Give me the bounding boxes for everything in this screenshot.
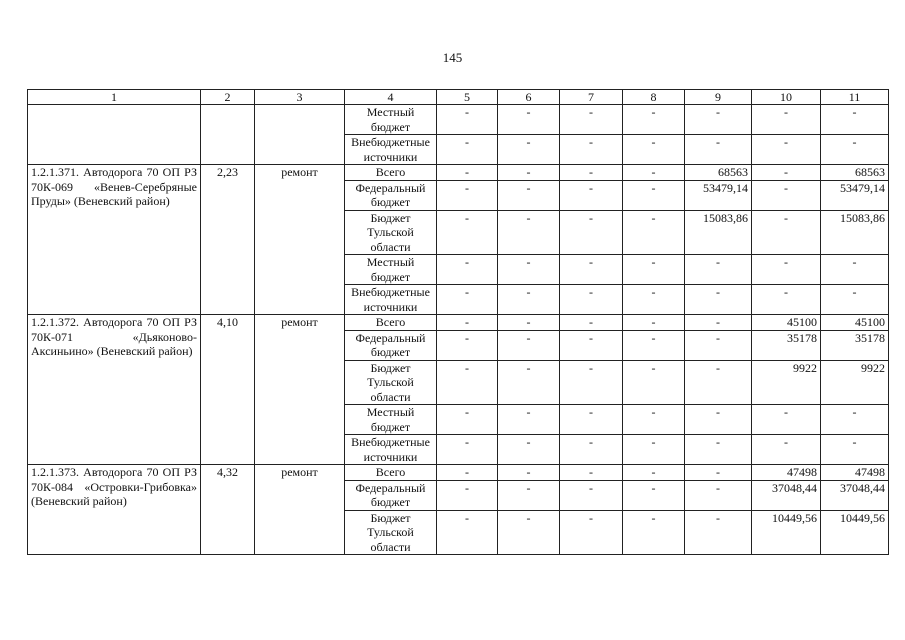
value-cell: -	[498, 105, 560, 135]
value-cell: 68563	[821, 165, 889, 181]
value-cell: 68563	[685, 165, 752, 181]
funding-source: Внебюджетные источники	[345, 135, 437, 165]
value-cell: -	[685, 405, 752, 435]
value-cell: -	[623, 480, 685, 510]
value-cell: -	[685, 135, 752, 165]
value-cell: -	[498, 180, 560, 210]
value-cell: -	[437, 360, 498, 405]
value-cell: -	[685, 465, 752, 481]
funding-source: Всего	[345, 165, 437, 181]
value-cell: -	[437, 180, 498, 210]
road-length: 2,23	[201, 165, 255, 315]
value-cell: -	[623, 210, 685, 255]
value-cell: -	[560, 465, 623, 481]
value-cell: 45100	[752, 315, 821, 331]
value-cell: 53479,14	[821, 180, 889, 210]
value-cell: 15083,86	[821, 210, 889, 255]
value-cell: -	[437, 210, 498, 255]
value-cell: -	[821, 405, 889, 435]
funding-source: Всего	[345, 465, 437, 481]
value-cell: -	[623, 330, 685, 360]
value-cell: -	[560, 135, 623, 165]
column-header-7: 7	[560, 90, 623, 105]
value-cell: -	[498, 510, 560, 555]
value-cell: -	[560, 510, 623, 555]
value-cell: -	[623, 285, 685, 315]
column-header-4: 4	[345, 90, 437, 105]
value-cell: -	[437, 105, 498, 135]
column-header-1: 1	[28, 90, 201, 105]
value-cell: -	[560, 405, 623, 435]
value-cell: -	[560, 315, 623, 331]
work-type: ремонт	[255, 165, 345, 315]
work-type: ремонт	[255, 465, 345, 555]
value-cell: -	[560, 330, 623, 360]
value-cell: -	[437, 480, 498, 510]
value-cell: -	[623, 315, 685, 331]
value-cell: -	[437, 510, 498, 555]
value-cell: -	[437, 465, 498, 481]
value-cell: -	[685, 330, 752, 360]
road-length: 4,32	[201, 465, 255, 555]
value-cell: -	[560, 255, 623, 285]
value-cell: -	[623, 135, 685, 165]
object-name: 1.2.1.373. Автодорога 70 ОП РЗ 70К-084 «Островки-Грибовка» (Веневский район)	[28, 465, 201, 555]
value-cell: -	[498, 330, 560, 360]
value-cell: -	[560, 285, 623, 315]
value-cell: -	[685, 255, 752, 285]
funding-source: Федеральный бюджет	[345, 330, 437, 360]
object-name: 1.2.1.372. Автодорога 70 ОП РЗ 70К-071 «Дьяконово-Аксиньино» (Веневский район)	[28, 315, 201, 465]
value-cell: -	[498, 255, 560, 285]
value-cell: -	[685, 480, 752, 510]
work-type	[255, 105, 345, 165]
value-cell: -	[821, 105, 889, 135]
table-row	[28, 105, 889, 135]
value-cell: -	[752, 210, 821, 255]
funding-source: Внебюджетные источники	[345, 435, 437, 465]
value-cell: -	[560, 480, 623, 510]
value-cell: -	[685, 510, 752, 555]
value-cell: -	[498, 285, 560, 315]
value-cell: -	[685, 360, 752, 405]
funding-source: Местный бюджет	[345, 255, 437, 285]
value-cell: -	[560, 210, 623, 255]
value-cell: -	[752, 105, 821, 135]
value-cell: -	[623, 180, 685, 210]
column-header-10: 10	[752, 90, 821, 105]
funding-source: Бюджет Тульской области	[345, 510, 437, 555]
road-length: 4,10	[201, 315, 255, 465]
value-cell: 10449,56	[821, 510, 889, 555]
value-cell: -	[685, 105, 752, 135]
value-cell: -	[623, 360, 685, 405]
value-cell: -	[623, 465, 685, 481]
value-cell: -	[623, 405, 685, 435]
value-cell: 47498	[752, 465, 821, 481]
value-cell: -	[752, 435, 821, 465]
value-cell: -	[623, 510, 685, 555]
value-cell: -	[685, 285, 752, 315]
value-cell: -	[437, 315, 498, 331]
value-cell: -	[821, 285, 889, 315]
value-cell: -	[437, 135, 498, 165]
table-row	[28, 465, 889, 481]
value-cell: 35178	[752, 330, 821, 360]
value-cell: -	[498, 210, 560, 255]
column-header-6: 6	[498, 90, 560, 105]
value-cell: 10449,56	[752, 510, 821, 555]
value-cell: -	[437, 255, 498, 285]
funding-source: Местный бюджет	[345, 405, 437, 435]
funding-source: Бюджет Тульской области	[345, 360, 437, 405]
value-cell: -	[821, 435, 889, 465]
value-cell: -	[498, 465, 560, 481]
column-header-3: 3	[255, 90, 345, 105]
value-cell: -	[752, 180, 821, 210]
column-header-11: 11	[821, 90, 889, 105]
value-cell: -	[437, 330, 498, 360]
value-cell: -	[623, 255, 685, 285]
value-cell: 9922	[821, 360, 889, 405]
funding-source: Местный бюджет	[345, 105, 437, 135]
value-cell: 53479,14	[685, 180, 752, 210]
road-length	[201, 105, 255, 165]
value-cell: -	[821, 135, 889, 165]
table-row	[28, 315, 889, 331]
value-cell: -	[560, 165, 623, 181]
value-cell: -	[623, 105, 685, 135]
value-cell: -	[560, 180, 623, 210]
value-cell: 9922	[752, 360, 821, 405]
funding-source: Федеральный бюджет	[345, 480, 437, 510]
funding-source: Федеральный бюджет	[345, 180, 437, 210]
value-cell: 47498	[821, 465, 889, 481]
budget-table	[27, 89, 889, 555]
value-cell: -	[498, 360, 560, 405]
value-cell: 37048,44	[821, 480, 889, 510]
value-cell: -	[560, 435, 623, 465]
value-cell: -	[623, 435, 685, 465]
value-cell: -	[685, 315, 752, 331]
value-cell: -	[437, 435, 498, 465]
value-cell: -	[752, 405, 821, 435]
work-type: ремонт	[255, 315, 345, 465]
column-header-5: 5	[437, 90, 498, 105]
value-cell: -	[560, 360, 623, 405]
value-cell: -	[752, 135, 821, 165]
value-cell: -	[752, 165, 821, 181]
funding-source: Бюджет Тульской области	[345, 210, 437, 255]
value-cell: 35178	[821, 330, 889, 360]
value-cell: 37048,44	[752, 480, 821, 510]
object-name: 1.2.1.371. Автодорога 70 ОП РЗ 70К-069 «Венев-Серебряные Пруды» (Веневский район)	[28, 165, 201, 315]
table-row	[28, 165, 889, 181]
value-cell: -	[498, 405, 560, 435]
value-cell: -	[437, 405, 498, 435]
value-cell: 15083,86	[685, 210, 752, 255]
value-cell: -	[560, 105, 623, 135]
column-header-8: 8	[623, 90, 685, 105]
value-cell: -	[623, 165, 685, 181]
value-cell: -	[752, 285, 821, 315]
value-cell: -	[821, 255, 889, 285]
value-cell: -	[685, 435, 752, 465]
value-cell: -	[498, 435, 560, 465]
value-cell: -	[498, 480, 560, 510]
funding-source: Внебюджетные источники	[345, 285, 437, 315]
value-cell: 45100	[821, 315, 889, 331]
value-cell: -	[498, 165, 560, 181]
header-row	[28, 90, 889, 105]
value-cell: -	[498, 315, 560, 331]
page-number: 145	[442, 50, 463, 65]
object-name	[28, 105, 201, 165]
column-header-9: 9	[685, 90, 752, 105]
value-cell: -	[437, 165, 498, 181]
value-cell: -	[752, 255, 821, 285]
value-cell: -	[498, 135, 560, 165]
value-cell: -	[437, 285, 498, 315]
column-header-2: 2	[201, 90, 255, 105]
funding-source: Всего	[345, 315, 437, 331]
